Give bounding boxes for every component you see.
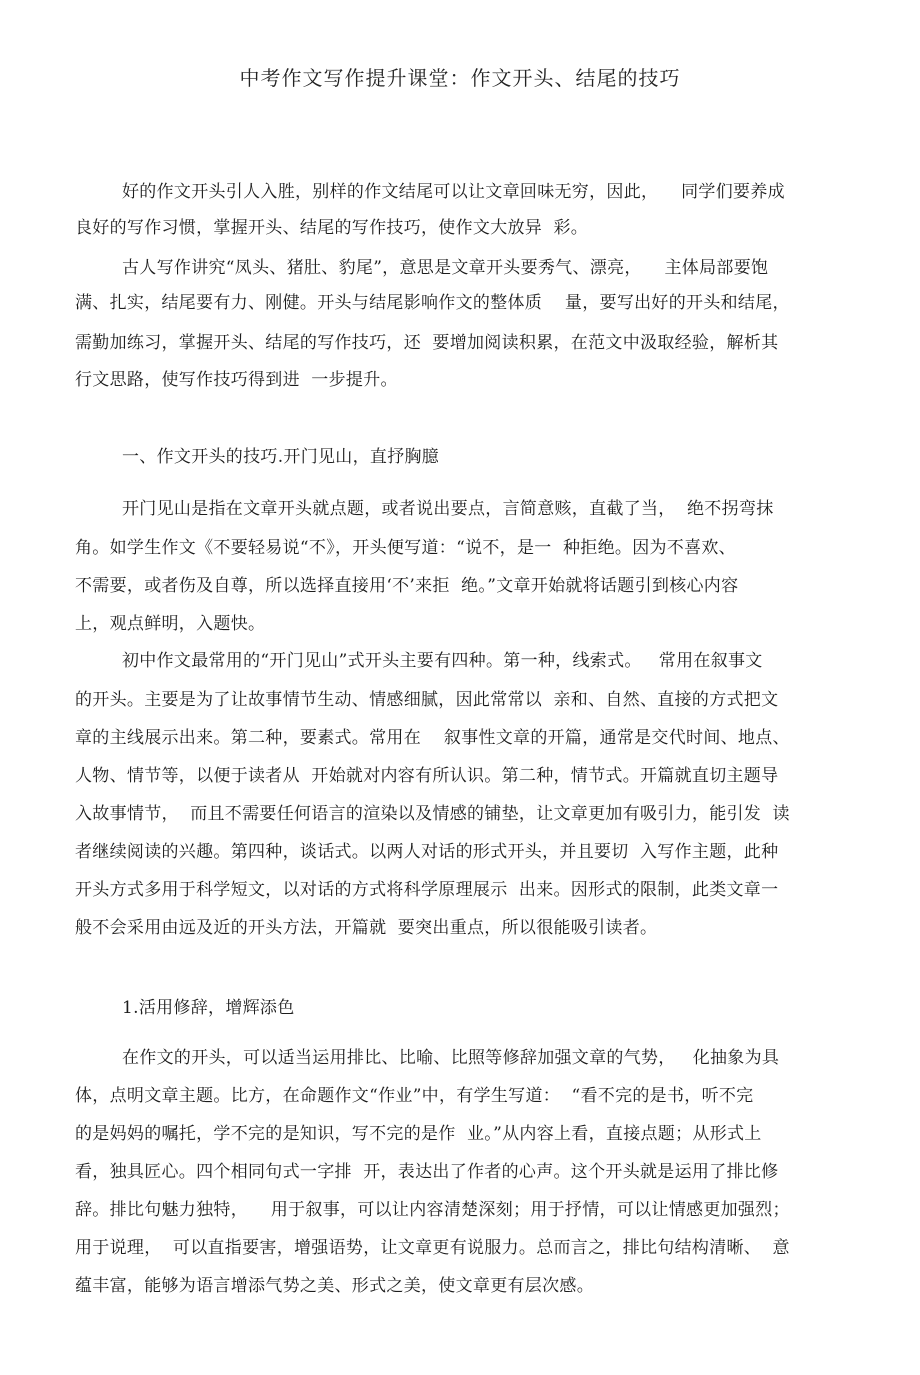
paragraph-4-line-6: 者继续阅读的兴趣。第四种，谈话式。以两人对话的形式开头，并且要切 入写作主题，此种	[75, 842, 779, 862]
paragraph-5-line-6: 用于说理， 可以直指要害，增强语势，让文章更有说服力。总而言之，排比句结构清晰、 意	[75, 1238, 790, 1258]
paragraph-3-line-4: 上，观点鲜明，入题快。	[75, 614, 266, 634]
section-heading-1: 一、作文开头的技巧.开门见山，直抒胸臆	[122, 447, 440, 467]
paragraph-5-line-7: 蕴丰富，能够为语言增添气势之美、形式之美，使文章更有层次感。	[75, 1276, 594, 1296]
paragraph-5-line-5: 辞。排比句魅力独特， 用于叙事，可以让内容清楚深刻；用于抒情，可以让情感更加强烈；	[75, 1200, 790, 1220]
subsection-heading-1: 1.活用修辞，增辉添色	[122, 998, 295, 1018]
paragraph-5-line-4: 看，独具匠心。四个相同句式一字排 开，表达出了作者的心声。这个开头就是运用了排比修	[75, 1162, 779, 1182]
paragraph-4-line-4: 人物、情节等，以便于读者从 开始就对内容有所认识。第二种，情节式。开篇就直切主题导	[75, 766, 779, 786]
paragraph-5-line-3: 的是妈妈的嘱托，学不完的是知识，写不完的是作 业。”从内容上看，直接点题；从形式上	[75, 1124, 762, 1144]
paragraph-4-line-8: 般不会采用由远及近的开头方法，开篇就 要突出重点，所以很能吸引读者。	[75, 918, 658, 938]
paragraph-5-line-2: 体，点明文章主题。比方，在命题作文“作业”中，有学生写道： “看不完的是书，听不完	[75, 1086, 754, 1106]
paragraph-1-line-1: 好的作文开头引人入胜，别样的作文结尾可以让文章回味无穷，因此， 同学们要养成	[122, 182, 785, 202]
paragraph-2-line-4: 行文思路，使写作技巧得到进 一步提升。	[75, 370, 398, 390]
paragraph-4-line-7: 开头方式多用于科学短文，以对话的方式将科学原理展示 出来。因形式的限制，此类文章一	[75, 880, 779, 900]
paragraph-3-line-2: 角。如学生作文《不要轻易说“不》，开头便写道：“说不，是一 种拒绝。因为不喜欢、	[75, 538, 736, 558]
paragraph-2-line-3: 需勤加练习，掌握开头、结尾的写作技巧，还 要增加阅读积累，在范文中汲取经验，解析其	[75, 333, 779, 353]
paragraph-1-line-2: 良好的写作习惯，掌握开头、结尾的写作技巧，使作文大放异 彩。	[75, 218, 589, 238]
paragraph-2-line-2: 满、扎实，结尾要有力、刚健。开头与结尾影响作文的整体质 量，要写出好的开头和结尾，	[75, 293, 790, 313]
paragraph-4-line-3: 章的主线展示出来。第二种，要素式。常用在 叙事性文章的开篇，通常是交代时间、地点、	[75, 728, 790, 748]
paragraph-4-line-1: 初中作文最常用的“开门见山”式开头主要有四种。第一种，线索式。 常用在叙事文	[122, 651, 763, 671]
paragraph-4-line-2: 的开头。主要是为了让故事情节生动、情感细腻，因此常常以 亲和、自然、直接的方式把文	[75, 690, 779, 710]
paragraph-3-line-3: 不需要，或者伤及自尊，所以选择直接用‘不’来拒 绝。”文章开始就将话题引到核心内容	[75, 576, 739, 596]
paragraph-5-line-1: 在作文的开头，可以适当运用排比、比喻、比照等修辞加强文章的气势， 化抽象为具	[122, 1048, 780, 1068]
paragraph-2-line-1: 古人写作讲究“凤头、猪肚、豹尾”，意思是文章开头要秀气、漂亮， 主体局部要饱	[122, 258, 769, 278]
paragraph-3-line-1: 开门见山是指在文章开头就点题，或者说出要点，言简意赅，直截了当， 绝不拐弯抹	[122, 499, 774, 519]
document-title: 中考作文写作提升课堂：作文开头、结尾的技巧	[239, 66, 681, 90]
paragraph-4-line-5: 入故事情节， 而且不需要任何语言的渲染以及情感的铺垫，让文章更加有吸引力，能引发 读	[75, 804, 790, 824]
